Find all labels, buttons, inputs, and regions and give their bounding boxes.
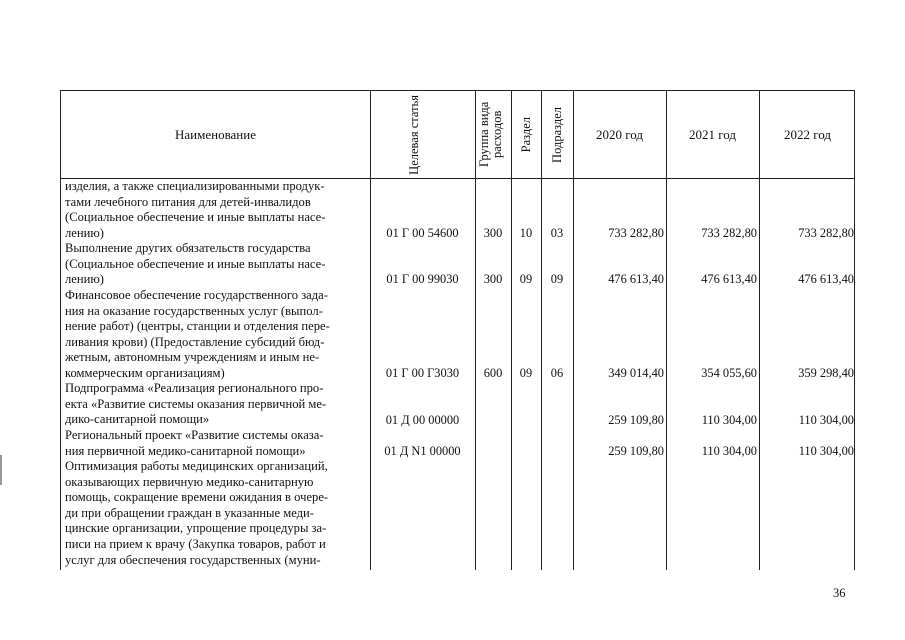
row-text-line: нение работ) (центры, станции и отделения пере- <box>65 319 330 334</box>
row-subsection: 09 <box>550 272 564 286</box>
row-text-line: писи на прием к врачу (Закупка товаров, работ и <box>65 536 326 551</box>
row-target: 01 Г 00 99030 <box>386 272 459 286</box>
header-target <box>370 91 475 178</box>
header-name <box>61 91 370 178</box>
row-text-line: Финансовое обеспечение государственного зада- <box>65 288 328 302</box>
table-row-name <box>65 381 365 428</box>
row-2022: 733 282,80 <box>798 226 854 240</box>
row-group: 300 <box>483 272 503 286</box>
row-text-line: тами лечебного питания для детей-инвалидов <box>65 194 311 209</box>
row-text-line: ливания крови) (Предоставление субсидий бюд- <box>65 334 325 349</box>
row-target: 01 Г 00 Г3030 <box>385 366 460 380</box>
row-2020: 733 282,80 <box>608 226 664 240</box>
row-text-line: помощь, сокращение времени ожидания в очере- <box>65 490 329 505</box>
row-2020: 259 109,80 <box>608 444 664 458</box>
row-target: 01 Д 00 00000 <box>385 413 460 427</box>
row-group: 300 <box>483 226 503 240</box>
row-text-line: жетным, автономным учреждениям и иным не- <box>65 350 320 365</box>
row-text-line: ди при обращении граждан в указанные меди- <box>65 505 314 520</box>
row-subsection: 03 <box>550 226 564 240</box>
row-text-line: дико-санитарной помощи» <box>65 412 210 427</box>
row-subsection: 06 <box>550 366 564 380</box>
row-2021: 354 055,60 <box>701 366 757 380</box>
row-2022: 110 304,00 <box>798 413 854 427</box>
row-2021: 733 282,80 <box>701 226 757 240</box>
row-text-line: (Социальное обеспечение и иные выплаты насе- <box>65 210 326 225</box>
header-2022 <box>759 91 856 178</box>
table-row-name <box>65 288 365 382</box>
row-group: 600 <box>483 366 503 380</box>
row-2022: 110 304,00 <box>798 444 854 458</box>
row-text-line: коммерческим организациям) <box>65 365 225 380</box>
row-2022: 476 613,40 <box>798 272 854 286</box>
row-section: 09 <box>519 366 533 380</box>
row-text-line: Оптимизация работы медицинских организаций, <box>65 459 328 473</box>
table-row-name <box>65 179 365 241</box>
table-row-name <box>65 428 365 459</box>
header-2020-label: 2020 год <box>596 126 643 142</box>
row-target: 01 Г 00 54600 <box>386 226 459 240</box>
page-number: 36 <box>833 586 846 600</box>
row-2020: 259 109,80 <box>608 413 664 427</box>
row-section: 10 <box>519 226 533 240</box>
row-text-line: изделия, а также специализированными продук- <box>65 179 325 193</box>
row-text-line: екта «Развитие системы оказания первичной ме- <box>65 396 327 411</box>
row-text-line: Региональный проект «Развитие системы оказа- <box>65 428 324 442</box>
row-2020: 476 613,40 <box>608 272 664 286</box>
row-2020: 349 014,40 <box>608 366 664 380</box>
header-subsection <box>541 91 573 178</box>
table-row-name <box>65 241 365 288</box>
row-text-line: оказывающих первичную медико-санитарную <box>65 474 314 489</box>
header-group <box>475 91 511 178</box>
header-name-label: Наименование <box>175 126 256 142</box>
header-group-label: Группа вида расходов <box>477 101 504 168</box>
row-target: 01 Д N1 00000 <box>384 444 461 458</box>
header-2021-label: 2021 год <box>689 126 736 142</box>
row-2021: 110 304,00 <box>701 444 757 458</box>
row-2022: 359 298,40 <box>798 366 854 380</box>
row-text-line: (Социальное обеспечение и иные выплаты насе- <box>65 256 326 271</box>
header-target-label: Целевая статья <box>406 94 421 175</box>
row-section: 09 <box>519 272 533 286</box>
budget-table <box>60 90 855 570</box>
row-text-line: Выполнение других обязательств государства <box>65 241 311 255</box>
header-section <box>511 91 541 178</box>
table-row-name <box>65 459 365 568</box>
row-text-line: услуг для обеспечения государственных (муни- <box>65 552 321 567</box>
row-text-line: ния первичной медико-санитарной помощи» <box>65 443 306 458</box>
header-2020 <box>573 91 666 178</box>
row-text-line: Подпрограмма «Реализация регионального про- <box>65 381 324 395</box>
row-text-line: ния на оказание государственных услуг (выпол- <box>65 303 323 318</box>
header-2021 <box>666 91 759 178</box>
scan-margin-mark <box>0 455 2 485</box>
header-2022-label: 2022 год <box>784 126 831 142</box>
row-text-line: цинские организации, упрощение процедуры за- <box>65 521 327 536</box>
row-text-line: лению) <box>65 225 104 240</box>
row-text-line: лению) <box>65 272 104 287</box>
header-section-label: Раздел <box>518 116 533 153</box>
row-2021: 476 613,40 <box>701 272 757 286</box>
row-2021: 110 304,00 <box>701 413 757 427</box>
header-subsection-label: Подраздел <box>549 106 564 163</box>
